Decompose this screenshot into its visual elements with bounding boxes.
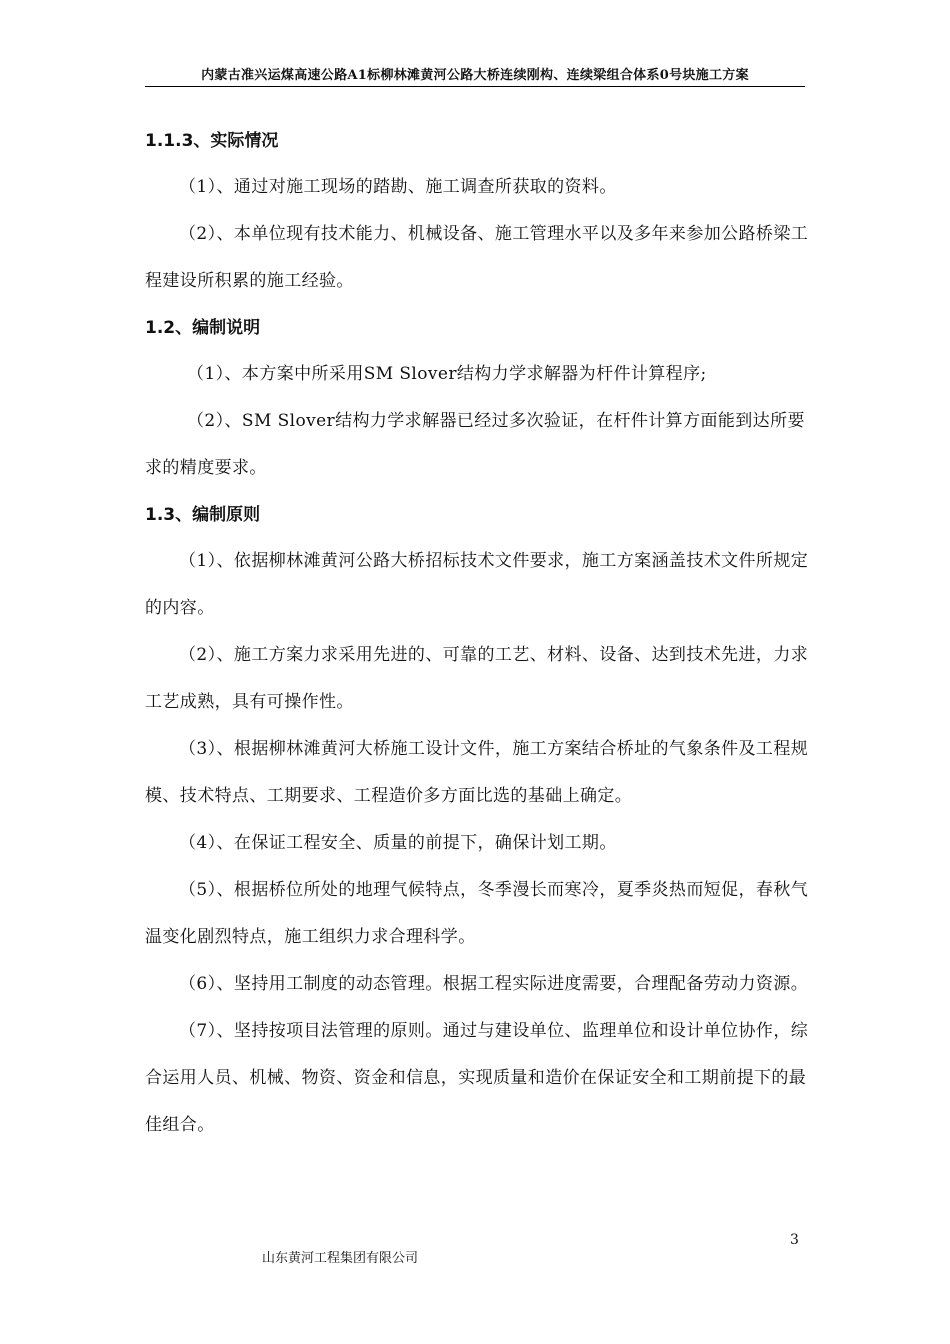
paragraph: （7）、坚持按项目法管理的原则。通过与建设单位、监理单位和设计单位协作，综合运用人员、机械、物资、资金和信息，实现质量和造价在保证安全和工期前提下的最佳组合。 xyxy=(145,1021,809,1135)
paragraph: （6）、坚持用工制度的动态管理。根据工程实际进度需要，合理配备劳动力资源。 xyxy=(179,974,809,994)
page-number: 3 xyxy=(790,1232,799,1248)
section-heading-1-2: 1.2、编制说明 xyxy=(145,318,261,338)
document-body xyxy=(145,118,810,1149)
paragraph: （2）、SM Slover结构力学求解器已经过多次验证，在杆件计算方面能到达所要求的精度要求。 xyxy=(145,411,805,478)
paragraph: （1）、依据柳林滩黄河公路大桥招标技术文件要求，施工方案涵盖技术文件所规定的内容。 xyxy=(145,551,809,618)
footer-company: 山东黄河工程集团有限公司 xyxy=(262,1251,419,1266)
document-header: 内蒙古准兴运煤高速公路A1标柳林滩黄河公路大桥连续刚构、连续梁组合体系0号块施工方案 xyxy=(201,68,749,83)
section-heading-1-1-3: 1.1.3、实际情况 xyxy=(145,131,279,151)
section-heading-1-3: 1.3、编制原则 xyxy=(145,505,261,525)
paragraph: （5）、根据桥位所处的地理气候特点，冬季漫长而寒冷，夏季炎热而短促，春秋气温变化剧烈特点，施工组织力求合理科学。 xyxy=(145,880,809,947)
paragraph: （2）、施工方案力求采用先进的、可靠的工艺、材料、设备、达到技术先进，力求工艺成熟，具有可操作性。 xyxy=(145,645,809,712)
paragraph: （2）、本单位现有技术能力、机械设备、施工管理水平以及多年来参加公路桥梁工程建设所积累的施工经验。 xyxy=(145,224,809,291)
paragraph: （1）、本方案中所采用SM Slover结构力学求解器为杆件计算程序; xyxy=(187,364,707,384)
paragraph: （4）、在保证工程安全、质量的前提下，确保计划工期。 xyxy=(179,833,617,853)
paragraph: （3）、根据柳林滩黄河大桥施工设计文件，施工方案结合桥址的气象条件及工程规模、技术特点、工期要求、工程造价多方面比选的基础上确定。 xyxy=(145,739,809,806)
header-rule xyxy=(145,86,805,87)
paragraph: （1）、通过对施工现场的踏勘、施工调查所获取的资料。 xyxy=(179,177,617,197)
